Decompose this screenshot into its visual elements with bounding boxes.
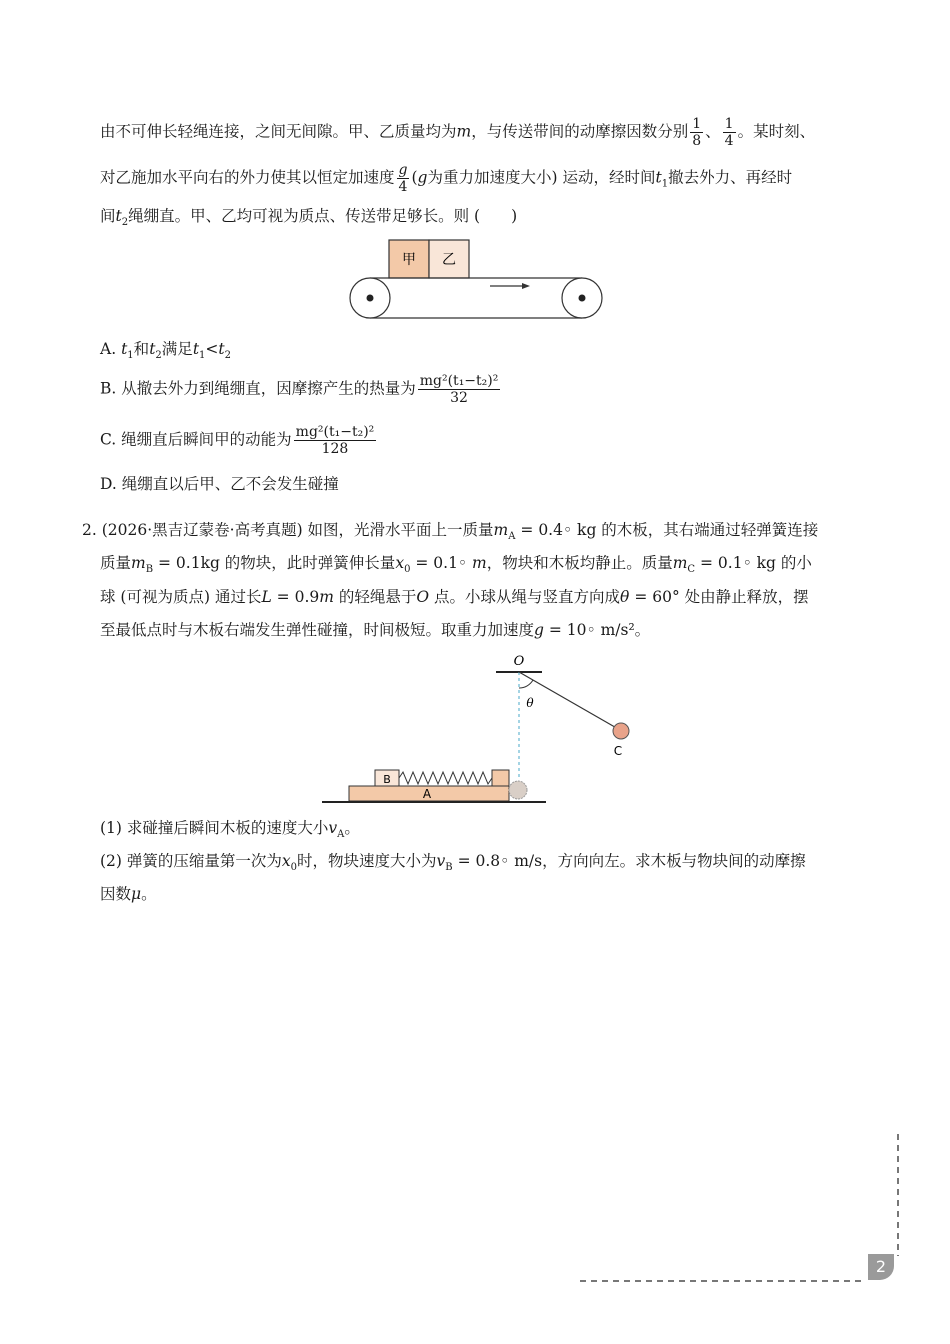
ball-at-bottom bbox=[509, 781, 527, 799]
block-b-label: B bbox=[383, 773, 391, 786]
q2-line-3: 球 (可视为质点) 通过长L = 0.9m 的轻绳悬于O 点。小球从绳与竖直方向成θ = 60° 处由静止释放，摆 bbox=[100, 588, 809, 606]
q2-line-1: 2. (2026·黑吉辽蒙卷·高考真题) 如图，光滑水平面上一质量$m_A$ = 0.4◦ kg 的木板，其右端通过轻弹簧连接 bbox=[82, 521, 819, 543]
page-corner-dashed-border bbox=[570, 1130, 900, 1290]
fraction-1-8: $\frac{1}{8}$ bbox=[692, 116, 702, 149]
option-c: C. 绳绷直后瞬间甲的动能为 $\frac{\text{mg²(t₁−t₂)²}}{128}$ bbox=[100, 424, 375, 457]
fraction-kinetic: $\frac{\text{mg²(t₁−t₂)²}}{128}$ bbox=[295, 424, 375, 457]
ball-c bbox=[613, 723, 629, 739]
q2-line-2: 质量$m_B = 0.1kg$ 的物块，此时弹簧伸长量$x_0$ = 0.1◦ m，物块和木板均静止。质量$m_C$ = 0.1◦ kg 的小 bbox=[100, 554, 812, 576]
option-a: A. $t_1$和$t_2$满足$t_1<t_2$ bbox=[100, 340, 232, 362]
pendulum-rope bbox=[519, 672, 620, 730]
pendulum-board-figure bbox=[320, 648, 650, 808]
pivot-label-o: O bbox=[513, 654, 525, 669]
angle-theta-label: θ bbox=[526, 696, 534, 710]
option-b: B. 从撤去外力到绳绷直，因摩擦产生的热量为 $\frac{\text{mg²(t₁−t₂)²}}{32}$ bbox=[100, 373, 499, 406]
board-a-label: A bbox=[422, 787, 432, 801]
q2-subquestion-1: (1) 求碰撞后瞬间木板的速度大小$v_A$。 bbox=[100, 819, 360, 841]
q1-line-3: 间$t_2$绳绷直。甲、乙均可视为质点、传送带足够长。则 ( ) bbox=[100, 207, 518, 229]
fraction-1-4: $\frac{1}{4}$ bbox=[724, 116, 734, 149]
spring bbox=[399, 772, 492, 784]
q2-subquestion-2: (2) 弹簧的压缩量第一次为$x_0$时，物块速度大小为$v_B$ = 0.8◦ m/s，方向向左。求木板与物块间的动摩擦 bbox=[100, 852, 806, 874]
q2-line-4: 至最低点时与木板右端发生弹性碰撞，时间极短。取重力加速度g = 10◦ m/s²。 bbox=[100, 621, 651, 639]
option-d: D. 绳绷直以后甲、乙不会发生碰撞 bbox=[100, 475, 339, 493]
conveyor-belt-figure bbox=[346, 238, 606, 322]
board-right-stop bbox=[492, 770, 509, 786]
fraction-heat: $\frac{\text{mg²(t₁−t₂)²}}{32}$ bbox=[419, 373, 499, 406]
q2-subquestion-2-cont: 因数μ。 bbox=[100, 885, 157, 903]
fraction-g-4: $\frac{g}{4}$ bbox=[398, 162, 408, 195]
ball-c-label: C bbox=[613, 744, 623, 758]
block-jia-label: 甲 bbox=[402, 252, 416, 268]
block-yi-label: 乙 bbox=[442, 252, 456, 268]
q1-line-2: 对乙施加水平向右的外力使其以恒定加速度 $\frac{g}{4}$ (g为重力加速度大小) 运动，经时间$t_1$撤去外力、再经时 bbox=[100, 162, 793, 195]
q1-line-1: 由不可伸长轻绳连接，之间无间隙。甲、乙质量均为m，与传送带间的动摩擦因数分别 $\frac{1}{8}$ 、 $\frac{1}{4}$ 。某时刻、 bbox=[100, 116, 816, 149]
page-number: 2 bbox=[868, 1254, 894, 1280]
